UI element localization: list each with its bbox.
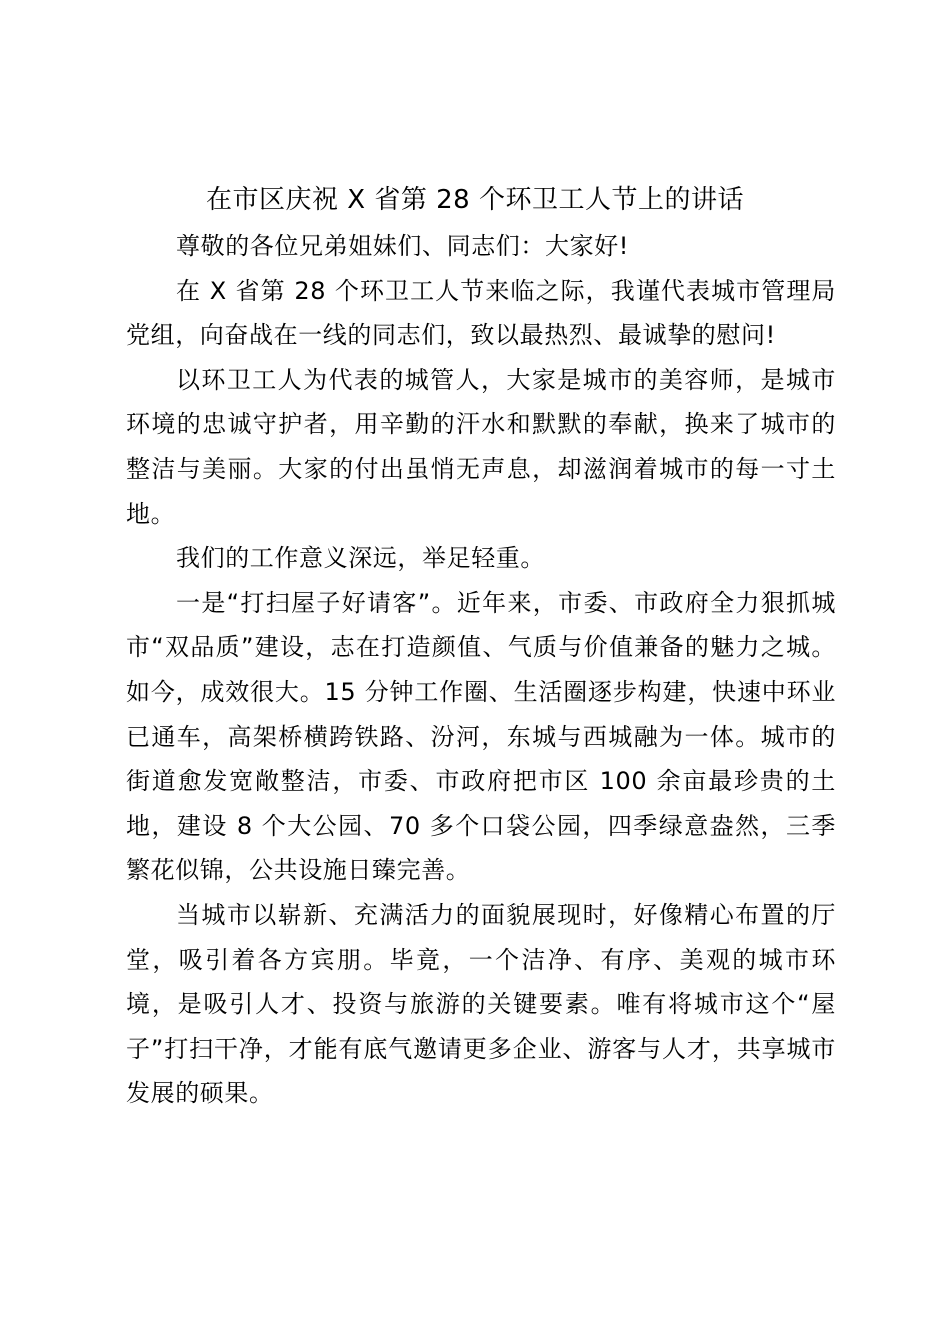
paragraph-praise: 以环卫工人为代表的城管人，大家是城市的美容师，是城市环境的忠诚守护者，用辛勤的汗水和默默的奉献，换来了城市的整洁与美丽。大家的付出虽悄无声息，却滋润着城市的每一寸土地。 xyxy=(126,365,836,528)
paragraph-greeting: 尊敬的各位兄弟姐妹们、同志们：大家好! xyxy=(176,232,630,260)
document-body xyxy=(126,224,836,1116)
paragraph-point-one: 一是“打扫屋子好请客”。近年来，市委、市政府全力狠抓城市“双品质”建设，志在打造颜值、气质与价值兼备的魅力之城。如今，成效很大。15 分钟工作圈、生活圈逐步构建，快速中环业已通车，高架桥横跨铁路、汾河，东城与西城融为一体。城市的街道愈发宽敞整洁，市委、市政府把市区 100 余亩最珍贵的土地，建设 8 个大公园、70 多个口袋公园，四季绿意盎然，三季繁花似锦，公共设施日臻完善。 xyxy=(126,588,836,885)
document-title: 在市区庆祝 X 省第 28 个环卫工人节上的讲话 xyxy=(206,185,744,215)
paragraph-significance: 我们的工作意义深远，举足轻重。 xyxy=(176,544,545,573)
paragraph-opening: 在 X 省第 28 个环卫工人节来临之际，我谨代表城市管理局党组，向奋战在一线的同志们，致以最热烈、最诚挚的慰问! xyxy=(126,276,836,350)
paragraph-city-appearance: 当城市以崭新、充满活力的面貌展现时，好像精心布置的厅堂，吸引着各方宾朋。毕竟，一个洁净、有序、美观的城市环境，是吸引人才、投资与旅游的关键要素。唯有将城市这个“屋子”打扫干净，才能有底气邀请更多企业、游客与人才，共享城市发展的硕果。 xyxy=(126,900,836,1108)
